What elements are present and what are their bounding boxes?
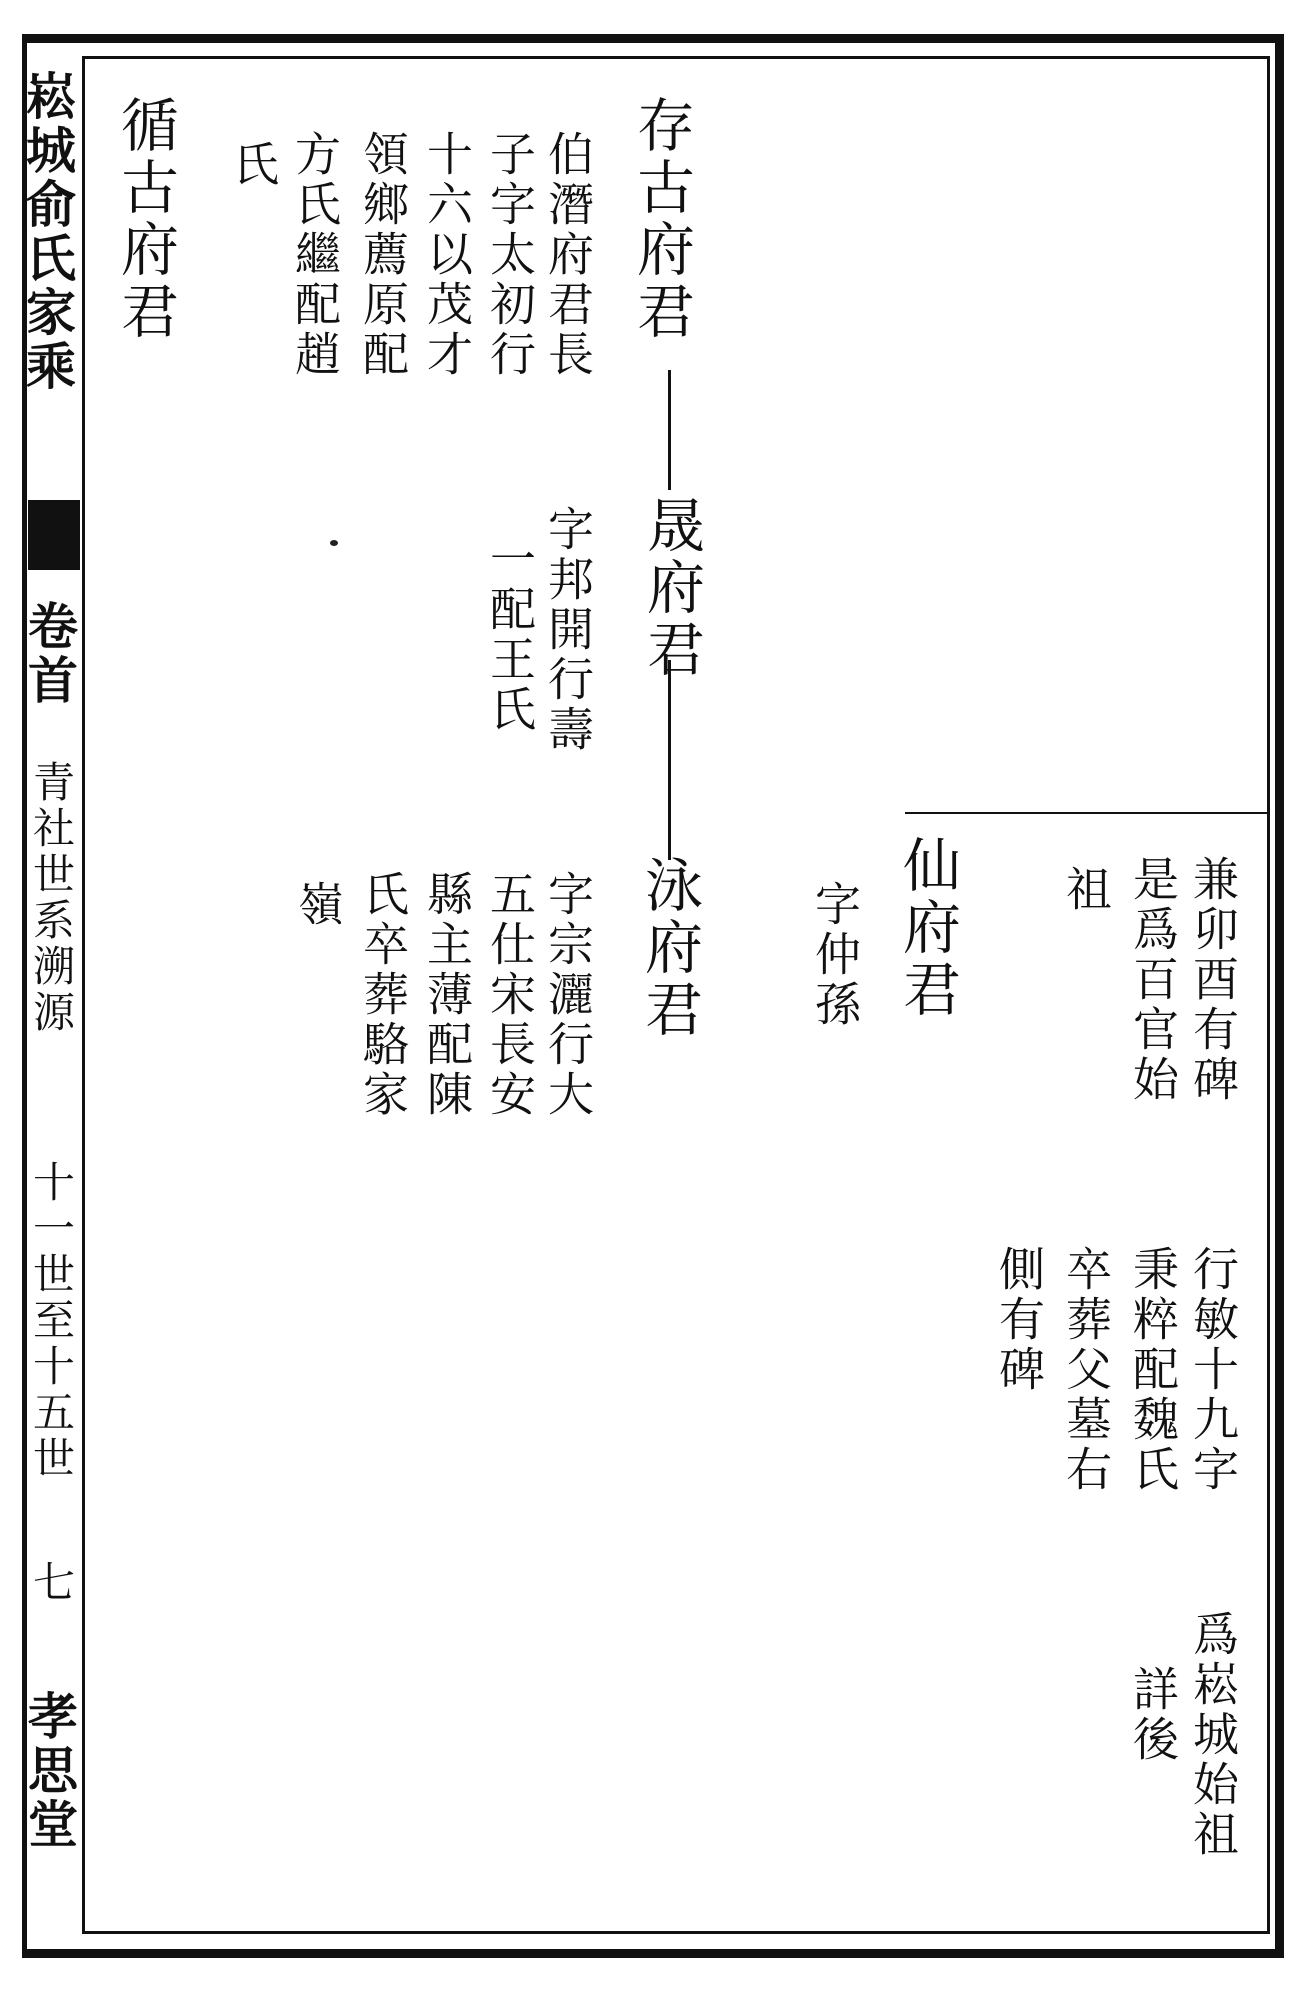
cungu-line-2: 子字太初行 bbox=[483, 130, 537, 380]
cungu-line-6: 氏 bbox=[226, 140, 280, 190]
book-title: 崧城俞氏家乘 bbox=[18, 70, 77, 394]
xungu-name: 循古府君 bbox=[111, 95, 179, 343]
right-upper-line-1: 兼卯酉有碑 bbox=[1186, 855, 1240, 1105]
right-middle-line-1: 行敏十九字 bbox=[1186, 1245, 1240, 1495]
cungu-line-5: 方氏繼配趙 bbox=[288, 130, 342, 380]
right-lower-line-1: 爲崧城始祖 bbox=[1186, 1610, 1240, 1860]
sheng-line-1: 字邦開行壽 bbox=[541, 505, 595, 755]
spine-fish-tail-mark bbox=[28, 500, 80, 570]
cungu-line-1: 伯潛府君長 bbox=[541, 130, 595, 380]
hall-name: 孝思堂 bbox=[20, 1690, 79, 1852]
right-middle-line-3: 卒葬父墓右 bbox=[1059, 1245, 1113, 1495]
right-upper-line-3: 祖 bbox=[1059, 865, 1113, 915]
generation-range: 十一世至十五世 bbox=[27, 1160, 76, 1482]
xian-line-1: 字仲孫 bbox=[808, 880, 862, 1030]
cungu-name: 存古府君 bbox=[627, 95, 695, 343]
yong-line-1: 字宗灑行大 bbox=[541, 870, 595, 1120]
section-title: 青社世系溯源 bbox=[27, 760, 76, 1036]
volume-label: 卷首 bbox=[20, 600, 79, 708]
right-middle-line-4: 側有碑 bbox=[992, 1245, 1046, 1395]
sheng-line-2: 一配王氏 bbox=[483, 535, 537, 735]
yong-line-2: 五仕宋長安 bbox=[483, 870, 537, 1120]
yong-line-4: 氏卒葬駱家 bbox=[356, 870, 410, 1120]
right-lower-line-2: 詳後 bbox=[1126, 1665, 1180, 1765]
right-upper-line-2: 是爲百官始 bbox=[1126, 855, 1180, 1105]
lineage-line-2 bbox=[668, 660, 671, 860]
page-number: 七 bbox=[27, 1560, 76, 1606]
lineage-branch-line bbox=[905, 812, 1270, 814]
sheng-name: 晟府君 bbox=[637, 495, 705, 681]
right-middle-line-2: 秉粹配魏氏 bbox=[1126, 1245, 1180, 1495]
yong-line-3: 縣主薄配陳 bbox=[420, 870, 474, 1120]
yong-name: 泳府君 bbox=[635, 855, 703, 1041]
cungu-line-4: 領鄉薦原配 bbox=[356, 130, 410, 380]
lineage-line-1 bbox=[668, 370, 671, 490]
yong-line-5: 嶺 bbox=[291, 880, 345, 930]
cungu-line-3: 十六以茂才 bbox=[420, 130, 474, 380]
xian-name: 仙府君 bbox=[893, 835, 961, 1021]
ink-speck bbox=[330, 540, 338, 546]
